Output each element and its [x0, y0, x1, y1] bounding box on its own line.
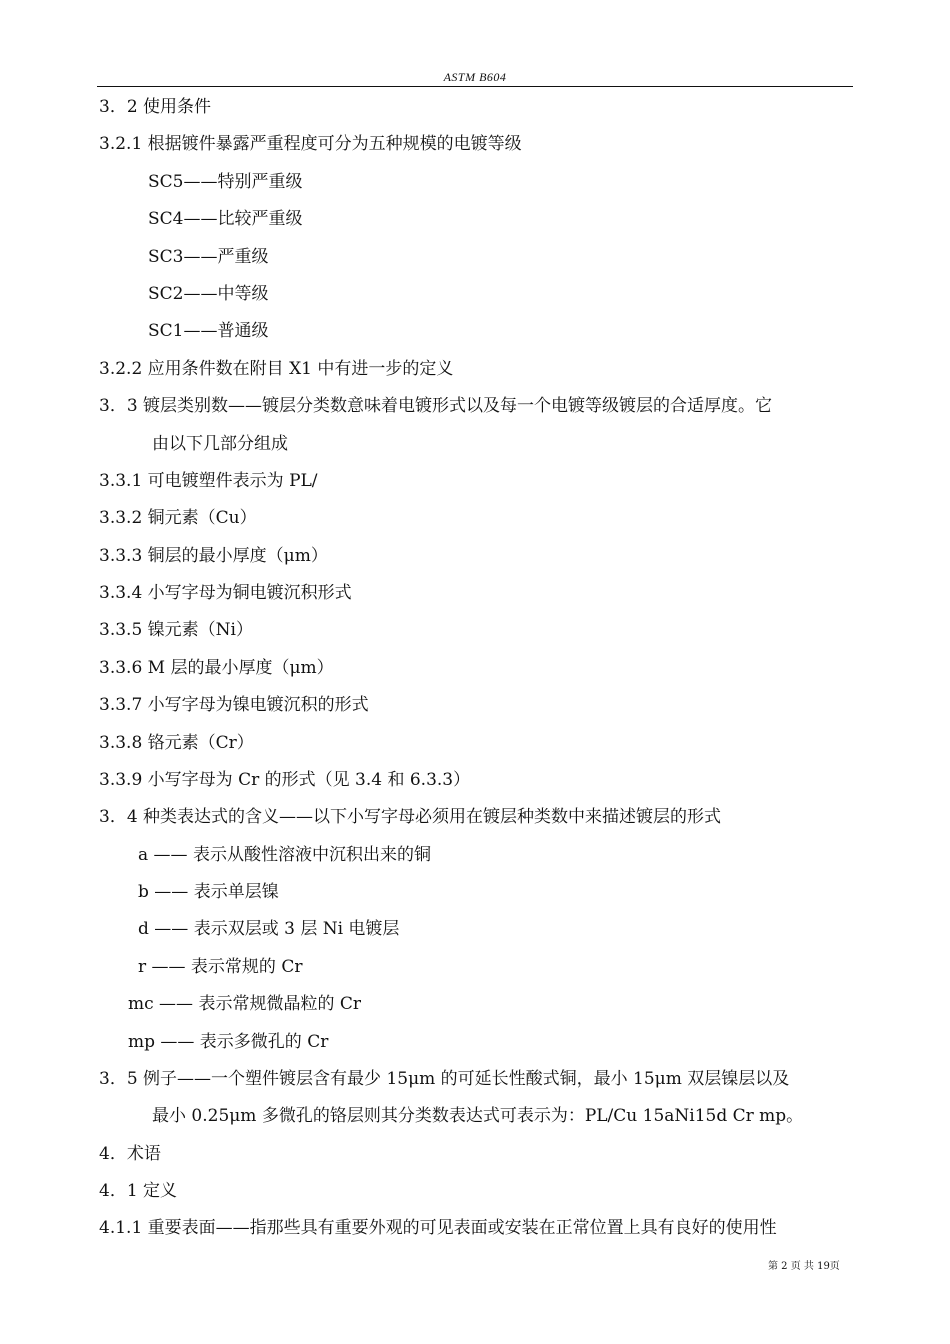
section-heading-4-1: 4．1 定义	[99, 1181, 178, 1201]
clause-3-3-1: 3.3.1 可电镀塑件表示为 PL/	[99, 471, 318, 491]
code-a: a —— 表示从酸性溶液中沉积出来的铜	[138, 845, 431, 865]
grade-sc4: SC4——比较严重级	[148, 209, 303, 229]
grade-sc5: SC5——特别严重级	[148, 172, 303, 192]
section-3-5-continued: 最小 0.25μm 多微孔的铬层则其分类数表达式可表示为：PL/Cu 15aNi15d Cr mp。	[152, 1106, 804, 1126]
page-number: 第 2 页 共 19页	[768, 1261, 840, 1272]
code-b: b —— 表示单层镍	[138, 882, 279, 902]
clause-3-3-9: 3.3.9 小写字母为 Cr 的形式（见 3.4 和 6.3.3）	[99, 770, 471, 790]
clause-3-3-3: 3.3.3 铜层的最小厚度（μm）	[99, 546, 328, 566]
section-heading-3-5: 3．5 例子——一个塑件镀层含有最少 15μm 的可延长性酸式铜，最小 15μm 双层镍层以及	[99, 1069, 790, 1089]
grade-sc1: SC1——普通级	[148, 321, 269, 341]
code-mc: mc —— 表示常规微晶粒的 Cr	[128, 994, 361, 1014]
clause-3-2-2: 3.2.2 应用条件数在附目 X1 中有进一步的定义	[99, 359, 454, 379]
header-rule	[97, 86, 853, 87]
code-mp: mp —— 表示多微孔的 Cr	[128, 1032, 329, 1052]
section-3-3-continued: 由以下几部分组成	[152, 434, 288, 454]
clause-3-2-1: 3.2.1 根据镀件暴露严重程度可分为五种规模的电镀等级	[99, 134, 522, 154]
clause-3-3-2: 3.3.2 铜元素（Cu）	[99, 508, 257, 528]
section-heading-4: 4．术语	[99, 1144, 161, 1164]
grade-sc2: SC2——中等级	[148, 284, 269, 304]
section-heading-3-3: 3．3 镀层类别数——镀层分类数意味着电镀形式以及每一个电镀等级镀层的合适厚度。它	[99, 396, 773, 416]
clause-3-3-5: 3.3.5 镍元素（Ni）	[99, 620, 253, 640]
clause-3-3-6: 3.3.6 M 层的最小厚度（μm）	[99, 658, 334, 678]
clause-4-1-1: 4.1.1 重要表面——指那些具有重要外观的可见表面或安装在正常位置上具有良好的使用性	[99, 1218, 777, 1238]
code-d: d —— 表示双层或 3 层 Ni 电镀层	[138, 919, 400, 939]
section-heading-3-2: 3．2 使用条件	[99, 97, 212, 117]
clause-3-3-7: 3.3.7 小写字母为镍电镀沉积的形式	[99, 695, 369, 715]
clause-3-3-8: 3.3.8 铬元素（Cr）	[99, 733, 254, 753]
running-header: ASTM B604	[443, 70, 507, 84]
code-r: r —— 表示常规的 Cr	[138, 957, 303, 977]
grade-sc3: SC3——严重级	[148, 247, 269, 267]
clause-3-3-4: 3.3.4 小写字母为铜电镀沉积形式	[99, 583, 352, 603]
section-heading-3-4: 3．4 种类表达式的含义——以下小写字母必须用在镀层种类数中来描述镀层的形式	[99, 807, 722, 827]
